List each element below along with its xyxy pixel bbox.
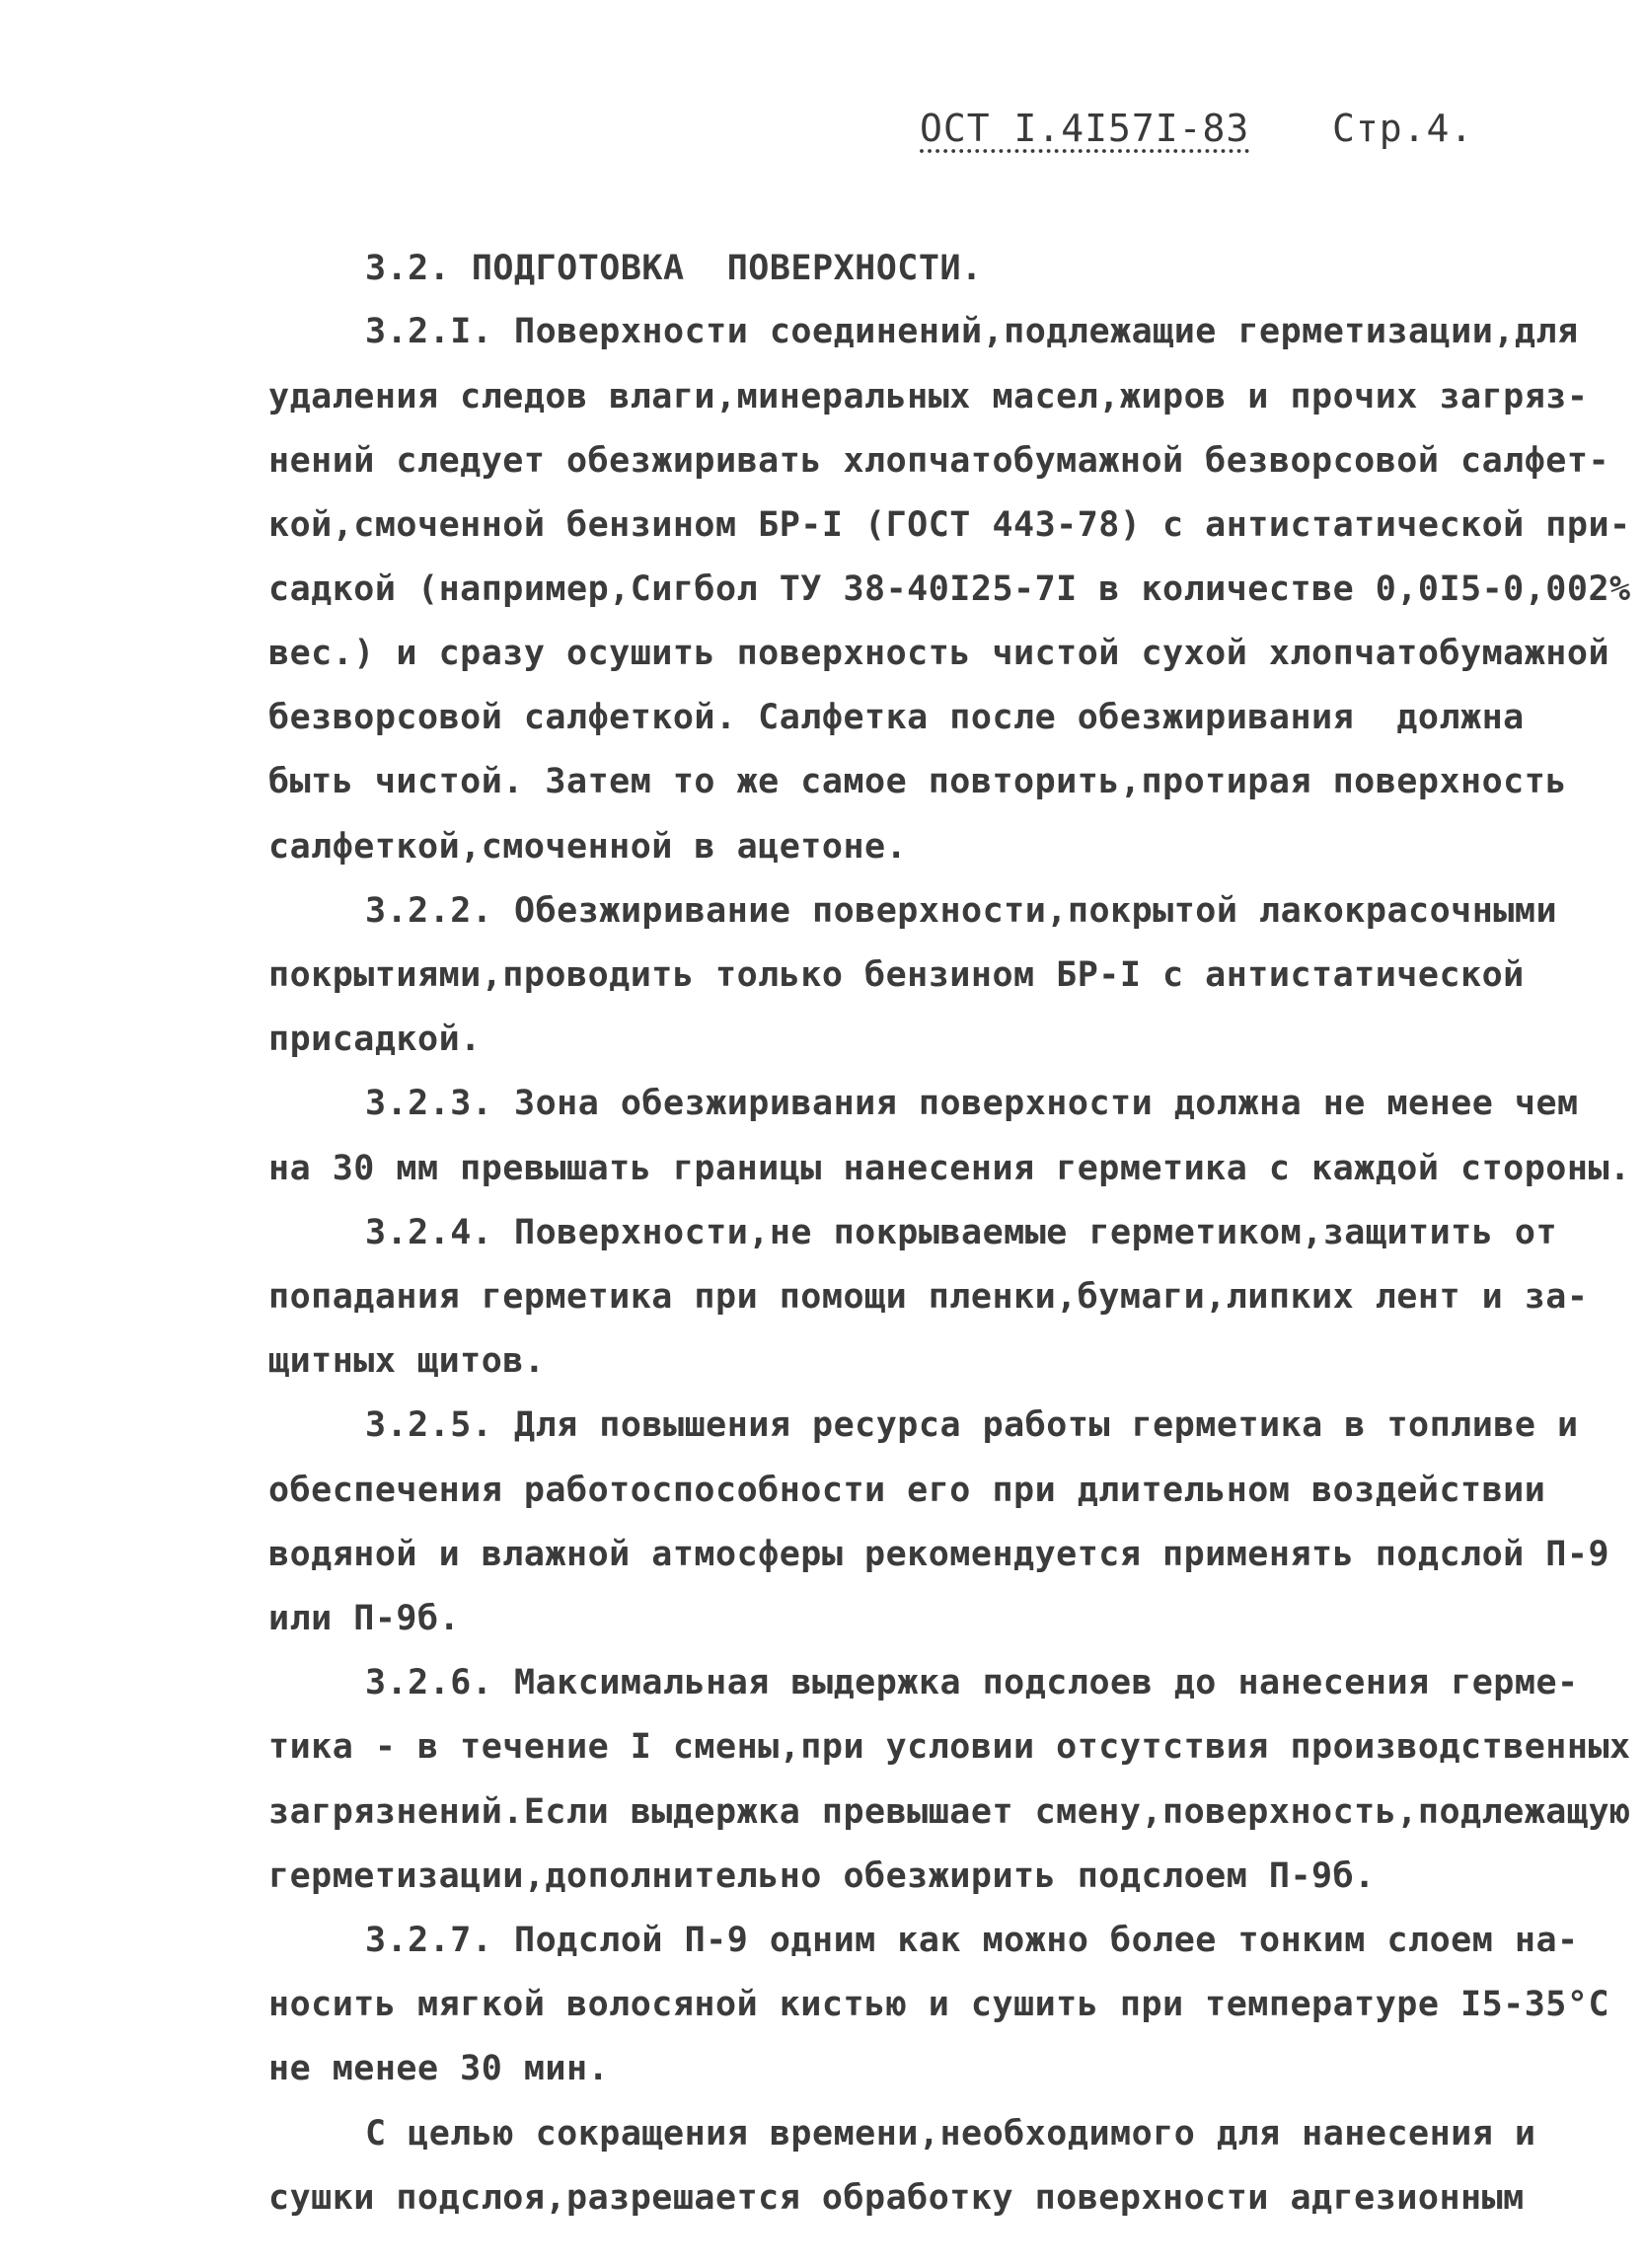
- paragraph-line: нений следует обезжиривать хлопчатобумажной безворсовой салфет-: [268, 441, 1610, 481]
- paragraph-line: 3.2.4. Поверхности,не покрываемые герметиком,защитить от: [365, 1213, 1558, 1252]
- section-title: 3.2. ПОДГОТОВКА ПОВЕРХНОСТИ.: [365, 249, 983, 288]
- paragraph-line: на 30 мм превышать границы нанесения герметика с каждой стороны.: [268, 1149, 1631, 1188]
- paragraph-line: или П-9б.: [268, 1599, 461, 1638]
- paragraph-line: вес.) и сразу осушить поверхность чистой сухой хлопчатобумажной: [268, 634, 1610, 673]
- paragraph-line: 3.2.6. Максимальная выдержка подслоев до нанесения герме-: [365, 1663, 1579, 1702]
- paragraph-line: 3.2.3. Зона обезжиривания поверхности должна не менее чем: [365, 1084, 1579, 1123]
- paragraph-line: герметизации,дополнительно обезжирить подслоем П-9б.: [268, 1856, 1376, 1896]
- paragraph-line: садкой (например,Сигбол ТУ 38-40I25-7I в количестве 0,0I5-0,002%: [268, 569, 1631, 609]
- paragraph-line: салфеткой,смоченной в ацетоне.: [268, 827, 908, 867]
- paragraph-line: кой,смоченной бензином БР-I (ГОСТ 443-78) с антистатической при-: [268, 505, 1631, 545]
- paragraph-line: покрытиями,проводить только бензином БР-I с антистатической: [268, 955, 1525, 995]
- paragraph-line: 3.2.5. Для повышения ресурса работы герметика в топливе и: [365, 1405, 1579, 1445]
- document-code: ОСТ I.4I57I-83: [920, 107, 1250, 150]
- paragraph-line: загрязнений.Если выдержка превышает смену,поверхность,подлежащую: [268, 1792, 1631, 1832]
- paragraph-line: безворсовой салфеткой. Салфетка после обезжиривания должна: [268, 698, 1525, 737]
- paragraph-line: 3.2.2. Обезжиривание поверхности,покрытой лакокрасочными: [365, 891, 1558, 931]
- paragraph-line: тика - в течение I смены,при условии отсутствия производственных: [268, 1727, 1631, 1767]
- paragraph-line: обеспечения работоспособности его при длительном воздействии: [268, 1471, 1546, 1510]
- paragraph-line: сушки подслоя,разрешается обработку поверхности адгезионным: [268, 2178, 1525, 2218]
- paragraph-line: 3.2.I. Поверхности соединений,подлежащие герметизации,для: [365, 312, 1579, 351]
- paragraph-line: водяной и влажной атмосферы рекомендуется применять подслой П-9: [268, 1535, 1610, 1574]
- page-number: Стр.4.: [1332, 107, 1474, 150]
- paragraph-line: попадания герметика при помощи пленки,бумаги,липких лент и за-: [268, 1277, 1589, 1317]
- paragraph-line: присадкой.: [268, 1020, 482, 1059]
- paragraph-line: удаления следов влаги,минеральных масел,жиров и прочих загряз-: [268, 377, 1589, 416]
- paragraph-line: быть чистой. Затем то же самое повторить,протирая поверхность: [268, 762, 1567, 801]
- paragraph-line: носить мягкой волосяной кистью и сушить при температуре I5-35°С: [268, 1985, 1610, 2024]
- paragraph-line: 3.2.7. Подслой П-9 одним как можно более тонким слоем на-: [365, 1921, 1579, 1960]
- paragraph-line: щитных щитов.: [268, 1341, 546, 1381]
- paragraph-line: С целью сокращения времени,необходимого для нанесения и: [365, 2114, 1536, 2154]
- paragraph-line: не менее 30 мин.: [268, 2049, 610, 2088]
